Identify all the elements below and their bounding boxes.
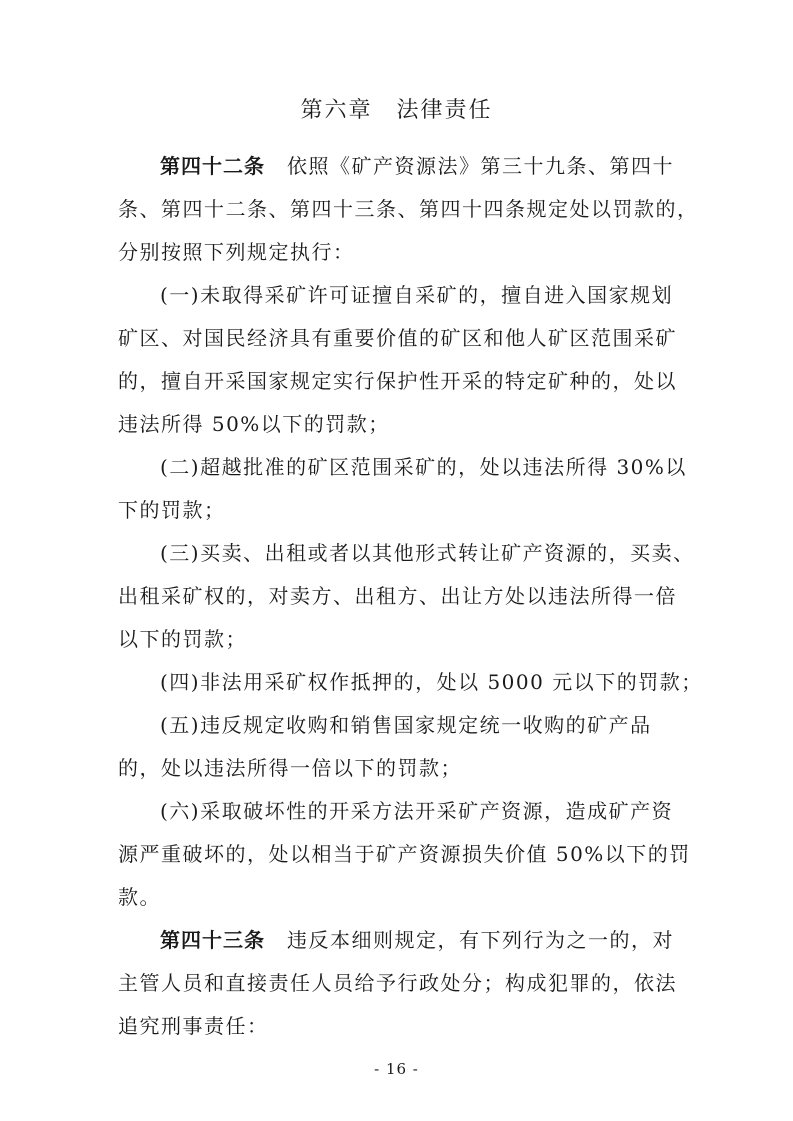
article-43-first-line <box>160 926 674 954</box>
article-42-text-line-1: 依照《矿产资源法》第三十九条、第四十 <box>287 154 674 178</box>
article-42-text-line-2: 条、第四十二条、第四十三条、第四十四条规定处以罚款的， <box>118 197 699 221</box>
article-43-text-line-2: 主管人员和直接责任人员给予行政处分；构成犯罪的，依法 <box>118 971 677 995</box>
item-6-line-1: (六)采取破坏性的开采方法开采矿产资源，造成矿产资 <box>160 799 674 823</box>
item-1-line-1: (一)未取得采矿许可证擅自采矿的，擅自进入国家规划 <box>160 283 674 307</box>
item-2-line-1: (二)超越批准的矿区范围采矿的，处以违法所得 30%以 <box>160 455 687 479</box>
chapter-title: 第六章 法律责任 <box>300 98 493 123</box>
item-1-line-2: 矿区、对国民经济具有重要价值的矿区和他人矿区范围采矿 <box>118 326 677 350</box>
page-number: - 16 - <box>374 1060 419 1078</box>
item-5-line-1: (五)违反规定收购和销售国家规定统一收购的矿产品 <box>160 713 652 737</box>
item-4-line-1: (四)非法用采矿权作抵押的，处以 5000 元以下的罚款； <box>160 670 703 694</box>
article-43-text-line-1: 违反本细则规定，有下列行为之一的，对 <box>287 928 674 952</box>
item-3-line-2: 出租采矿权的，对卖方、出租方、出让方处以违法所得一倍 <box>118 584 677 608</box>
article-42-first-line <box>160 152 674 180</box>
item-3-line-3: 以下的罚款； <box>118 627 247 651</box>
item-2-line-2: 下的罚款； <box>118 498 226 522</box>
item-5-line-2: 的，处以违法所得一倍以下的罚款； <box>118 756 462 780</box>
item-3-line-1: (三)买卖、出租或者以其他形式转让矿产资源的，买卖、 <box>160 541 695 565</box>
article-42-label: 第四十二条 <box>160 154 265 178</box>
article-43-text-line-3: 追究刑事责任： <box>118 1014 269 1038</box>
item-1-line-4: 违法所得 50%以下的罚款； <box>118 412 390 436</box>
item-1-line-3: 的，擅自开采国家规定实行保护性开采的特定矿种的，处以 <box>118 369 677 393</box>
item-6-line-3: 款。 <box>118 885 161 909</box>
item-6-line-2: 源严重破坏的，处以相当于矿产资源损失价值 50%以下的罚 <box>118 842 691 866</box>
article-42-text-line-3: 分别按照下列规定执行： <box>118 240 355 264</box>
article-43-label: 第四十三条 <box>160 928 265 952</box>
